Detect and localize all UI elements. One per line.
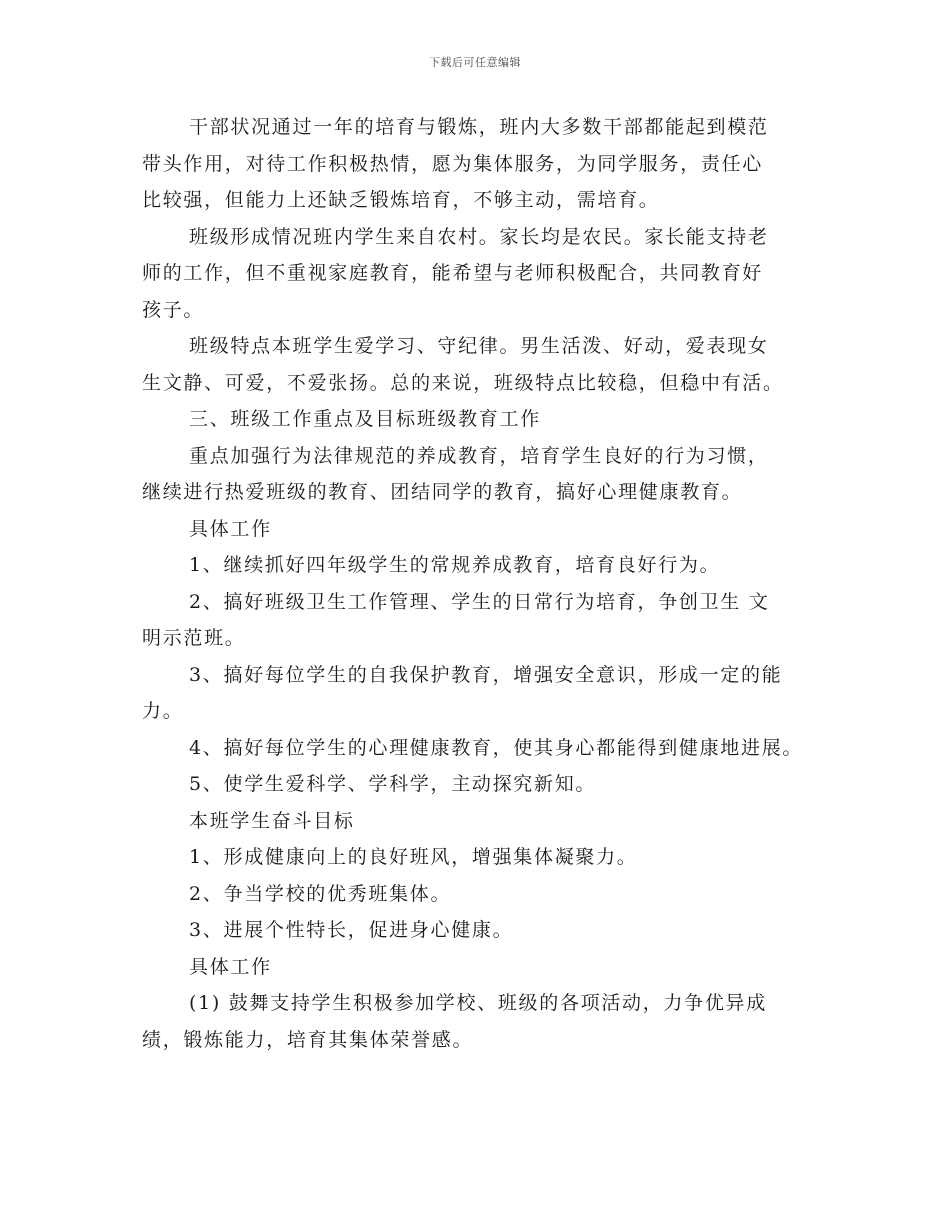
subheading: 具体工作 — [189, 517, 272, 540]
list-item-continuation: 绩，锻炼能力，培育其集体荣誉感。 — [142, 1028, 474, 1051]
subheading: 具体工作 — [189, 955, 272, 978]
list-item: 3、搞好每位学生的自我保护教育，增强安全意识，形成一定的能 — [189, 663, 783, 686]
document-body — [142, 109, 822, 1058]
text-line: 师的工作，但不重视家庭教育，能希望与老师积极配合，共同教育好 — [142, 262, 764, 284]
list-item: (1) 鼓舞支持学生积极参加学校、班级的各项活动，力争优异成 — [189, 992, 767, 1014]
page-header: 下载后可任意编辑 — [429, 56, 521, 69]
list-item: 2、争当学校的优秀班集体。 — [189, 882, 452, 905]
section-heading: 三、班级工作重点及目标班级教育工作 — [189, 408, 541, 430]
text-line: 继续进行热爱班级的教育、团结同学的教育，搞好心理健康教育。 — [142, 481, 743, 503]
text-line: 班级特点本班学生爱学习、守纪律。男生活泼、好动，爱表现女 — [189, 335, 769, 357]
list-item: 1、形成健康向上的良好班风，增强集体凝聚力。 — [189, 846, 638, 868]
list-item: 3、进展个性特长，促进身心健康。 — [189, 919, 514, 941]
list-item: 4、搞好每位学生的心理健康教育，使其身心都能得到健康地进展。 — [189, 736, 804, 759]
text-line: 带头作用，对待工作积极热情，愿为集体服务，为同学服务，责任心 — [142, 152, 764, 175]
text-line: 重点加强行为法律规范的养成教育，培育学生良好的行为习惯， — [189, 444, 769, 467]
text-line: 比较强，但能力上还缺乏锻炼培育，不够主动，需培育。 — [142, 189, 660, 211]
subheading: 本班学生奋斗目标 — [189, 809, 355, 832]
text-line: 班级形成情况班内学生来自农村。家长均是农民。家长能支持老 — [189, 225, 769, 248]
text-line: 孩子。 — [142, 298, 205, 321]
list-item: 2、搞好班级卫生工作管理、学生的日常行为培育，争创卫生 文 — [189, 590, 770, 613]
list-item-continuation: 明示范班。 — [142, 627, 246, 649]
list-item: 5、使学生爱科学、学科学，主动探究新知。 — [189, 773, 597, 795]
text-line: 生文静、可爱，不爱张扬。总的来说，班级特点比较稳，但稳中有活。 — [142, 371, 784, 394]
list-item-continuation: 力。 — [142, 700, 184, 722]
text-line: 干部状况通过一年的培育与锻炼，班内大多数干部都能起到模范 — [189, 116, 769, 138]
list-item: 1、继续抓好四年级学生的常规养成教育，培育良好行为。 — [189, 554, 721, 576]
